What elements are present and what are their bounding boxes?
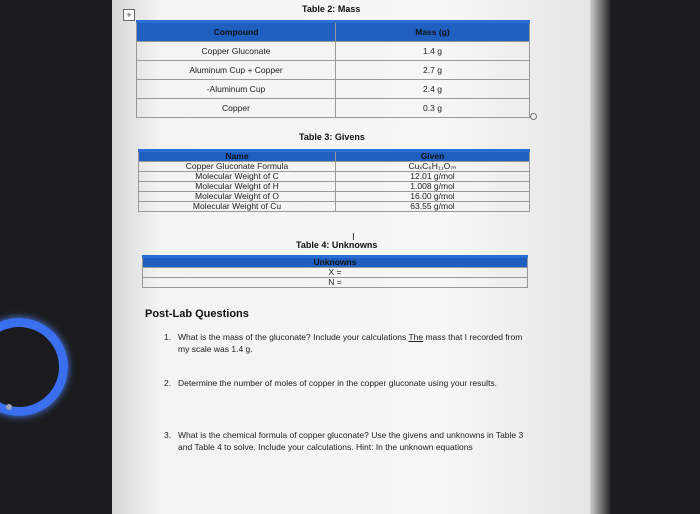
postlab-title: Post-Lab Questions [145, 308, 249, 320]
table-row [139, 202, 530, 212]
table-row [139, 172, 530, 182]
text-cursor-icon: I [352, 232, 355, 243]
table-cell: 2.7 g [336, 61, 530, 80]
question-text: What is the chemical formula of copper gluconate? Use the givens and unknowns in Table 3 and Table 4 to solve. Include your calculations. Hint: In the unknown equations [178, 430, 524, 452]
question-3 [164, 429, 524, 453]
question-1 [164, 331, 524, 355]
question-number: 1. [164, 332, 172, 342]
table-cell: Copper Gluconate Formula [139, 162, 336, 172]
question-2 [164, 377, 524, 389]
table-cell: 12.01 g/mol [336, 172, 530, 182]
table4-header: Unknowns [143, 257, 528, 268]
mass-table [136, 20, 530, 118]
table2-caption: Table 2: Mass [302, 4, 361, 14]
document-page [112, 0, 590, 514]
unknowns-table [142, 255, 528, 288]
answer-text[interactable]: mass that I recorded from my scale was 1.4 g. [178, 332, 523, 354]
question-number: 3. [164, 430, 172, 440]
table-cell: 2.4 g [336, 80, 530, 99]
table-cell: N = [143, 278, 528, 288]
table-cell: Molecular Weight of Cu [139, 202, 336, 212]
table-cell: 1.008 g/mol [336, 182, 530, 192]
table-cell: Molecular Weight of O [139, 192, 336, 202]
blue-light-reflection [0, 318, 68, 416]
table3-header-name: Name [139, 151, 336, 162]
table-row [137, 80, 530, 99]
table-row [139, 182, 530, 192]
table-row [143, 268, 528, 278]
table-cell: Aluminum Cup + Copper [137, 61, 336, 80]
table3-header-given: Given [336, 151, 530, 162]
question-number: 2. [164, 378, 172, 388]
table3-caption: Table 3: Givens [299, 132, 365, 142]
table2-header-mass: Mass (g) [336, 22, 530, 42]
answer-text[interactable]: The [408, 332, 424, 342]
table-cell: 63.55 g/mol [336, 202, 530, 212]
table-cell: X = [143, 268, 528, 278]
table-cell: Molecular Weight of H [139, 182, 336, 192]
table-row [139, 192, 530, 202]
table-cell: -Aluminum Cup [137, 80, 336, 99]
givens-table [138, 149, 530, 212]
table2-header-compound: Compound [137, 22, 336, 42]
table-row [143, 278, 528, 288]
table-cell: Copper Gluconate [137, 42, 336, 61]
table-cell: Molecular Weight of C [139, 172, 336, 182]
table-resize-handle[interactable] [530, 113, 537, 120]
table-row [137, 99, 530, 118]
question-text: Determine the number of moles of copper in the copper gluconate using your results. [178, 378, 497, 388]
light-dot [6, 404, 12, 410]
table-cell: 1.4 g [336, 42, 530, 61]
table-cell: Copper [137, 99, 336, 118]
move-handle-icon[interactable]: + [123, 9, 135, 21]
table-cell: CuₓC₆H₁₁O₇ₙ [336, 162, 530, 172]
table4-caption: Table 4: Unknowns [296, 240, 378, 250]
table-cell: 0.3 g [336, 99, 530, 118]
table-row [137, 42, 530, 61]
table-row [139, 162, 530, 172]
table-cell: 16.00 g/mol [336, 192, 530, 202]
question-text: What is the mass of the gluconate? Include your calculations [178, 332, 407, 342]
table-row [137, 61, 530, 80]
page-edge-shadow [590, 0, 610, 514]
